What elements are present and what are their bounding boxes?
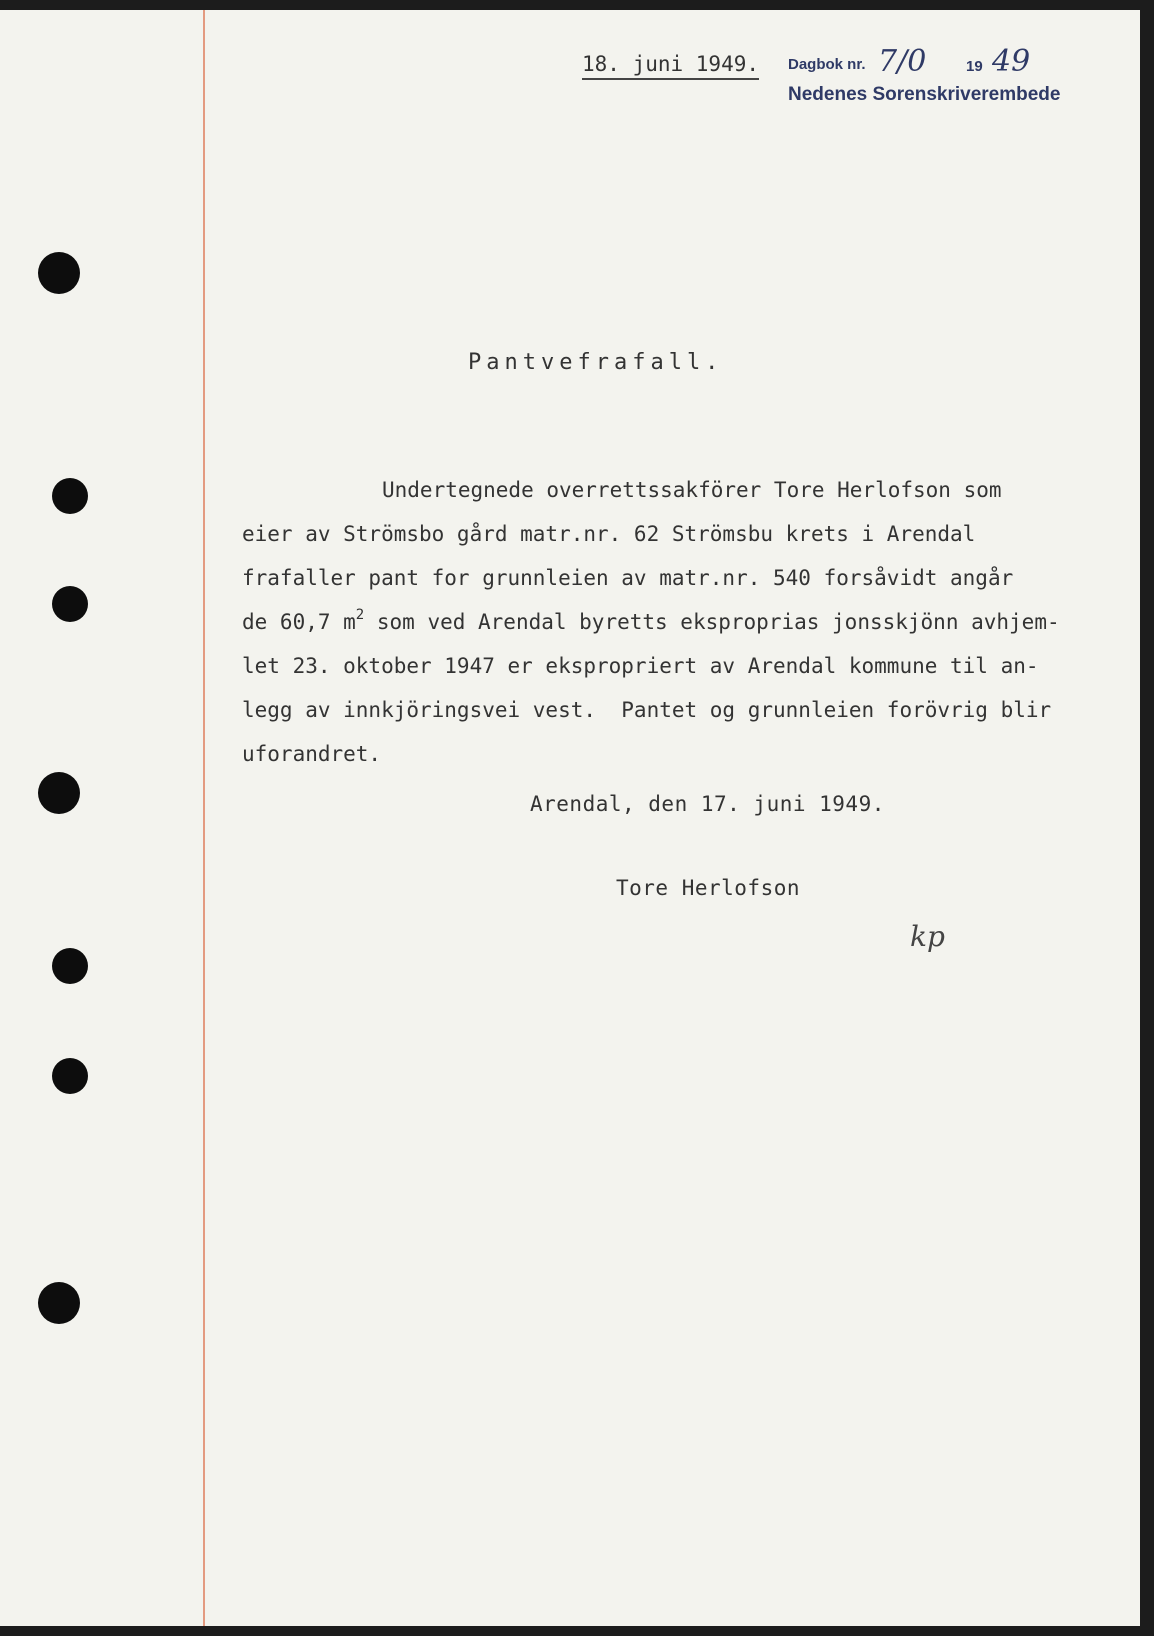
body-line-4-rest: som ved Arendal byretts eksproprias jonsskjönn avhjem- xyxy=(364,610,1060,634)
year-prefix: 19 xyxy=(966,58,983,75)
punch-hole xyxy=(38,772,80,814)
margin-line xyxy=(203,10,205,1626)
punch-hole xyxy=(52,948,88,984)
body-line-7: uforandret. xyxy=(242,742,382,766)
document-page xyxy=(0,10,1140,1626)
body-line-5: let 23. oktober 1947 er ekspropriert av Arendal kommune til an- xyxy=(242,654,1039,678)
body-line-2: eier av Strömsbo gård matr.nr. 62 Strömsbu krets i Arendal xyxy=(242,522,976,546)
body-line-4 xyxy=(242,607,1060,634)
document-title: Pantvefrafall. xyxy=(468,350,724,375)
body-line-6: legg av innkjöringsvei vest. Pantet og grunnleien forövrig blir xyxy=(242,698,1052,722)
dagbok-label: Dagbok nr. xyxy=(788,56,866,73)
punch-hole xyxy=(52,478,88,514)
body-line-3: frafaller pant for grunnleien av matr.nr. 540 forsåvidt angår xyxy=(242,566,1014,590)
body-line-1: Undertegnede overrettssakförer Tore Herlofson som xyxy=(382,478,1002,502)
superscript: 2 xyxy=(355,607,365,623)
area-value: de 60,7 m xyxy=(242,610,356,634)
header-date: 18. juni 1949. xyxy=(582,52,759,80)
place-date: Arendal, den 17. juni 1949. xyxy=(530,792,885,816)
signature: Tore Herlofson xyxy=(616,876,801,900)
office-stamp: Nedenes Sorenskriverembede xyxy=(788,84,1061,105)
punch-hole xyxy=(38,252,80,294)
dagbok-number: 7/0 xyxy=(878,44,927,79)
punch-hole xyxy=(38,1282,80,1324)
punch-hole xyxy=(52,1058,88,1094)
punch-hole xyxy=(52,586,88,622)
year-suffix: 49 xyxy=(992,44,1031,79)
initials: kp xyxy=(910,920,945,953)
